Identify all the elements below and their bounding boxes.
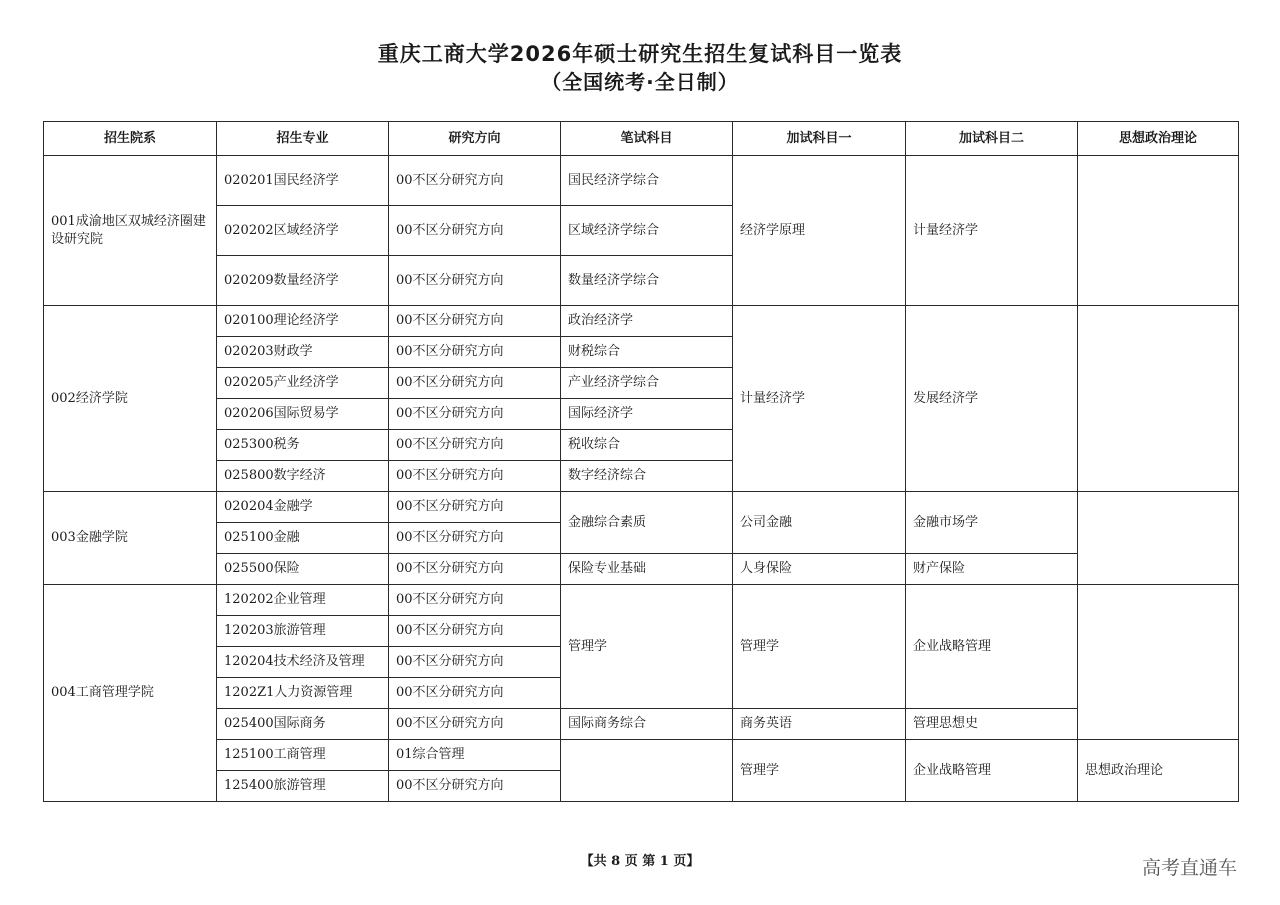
written-subject-cell: 税收综合 — [561, 430, 733, 461]
direction-cell: 00不区分研究方向 — [389, 337, 561, 368]
page-subtitle: （全国统考·全日制） — [541, 70, 739, 94]
header-extra-subject-1: 加试科目一 — [733, 122, 906, 156]
written-subject-cell: 保险专业基础 — [561, 554, 733, 585]
header-department: 招生院系 — [44, 122, 217, 156]
major-cell: 020203财政学 — [217, 337, 389, 368]
direction-cell: 00不区分研究方向 — [389, 771, 561, 802]
written-subject-cell: 国际经济学 — [561, 399, 733, 430]
extra-subject-2-cell: 企业战略管理 — [906, 585, 1078, 709]
extra-subject-1-cell: 公司金融 — [733, 492, 906, 554]
table-row — [44, 156, 1239, 206]
watermark: 高考直通车 — [1142, 857, 1238, 879]
direction-cell: 00不区分研究方向 — [389, 585, 561, 616]
direction-cell: 00不区分研究方向 — [389, 399, 561, 430]
written-subject-cell: 国际商务综合 — [561, 709, 733, 740]
table-row — [44, 492, 1239, 523]
extra-subject-2-cell: 金融市场学 — [906, 492, 1078, 554]
header-major: 招生专业 — [217, 122, 389, 156]
written-subject-cell: 管理学 — [561, 585, 733, 709]
major-cell: 1202Z1人力资源管理 — [217, 678, 389, 709]
direction-cell: 00不区分研究方向 — [389, 616, 561, 647]
politics-cell — [1078, 585, 1239, 740]
major-cell: 020209数量经济学 — [217, 256, 389, 306]
politics-cell — [1078, 156, 1239, 306]
direction-cell: 00不区分研究方向 — [389, 647, 561, 678]
major-cell: 120204技术经济及管理 — [217, 647, 389, 678]
major-cell: 020205产业经济学 — [217, 368, 389, 399]
major-cell: 120203旅游管理 — [217, 616, 389, 647]
written-subject-cell: 金融综合素质 — [561, 492, 733, 554]
politics-cell — [1078, 306, 1239, 492]
major-cell: 025500保险 — [217, 554, 389, 585]
department-cell: 003金融学院 — [44, 492, 217, 585]
extra-subject-2-cell: 发展经济学 — [906, 306, 1078, 492]
extra-subject-1-cell: 计量经济学 — [733, 306, 906, 492]
direction-cell: 00不区分研究方向 — [389, 678, 561, 709]
major-cell: 025400国际商务 — [217, 709, 389, 740]
direction-cell: 00不区分研究方向 — [389, 492, 561, 523]
direction-cell: 00不区分研究方向 — [389, 206, 561, 256]
table-row — [44, 585, 1239, 616]
politics-cell — [1078, 492, 1239, 585]
table-row — [44, 306, 1239, 337]
major-cell: 020100理论经济学 — [217, 306, 389, 337]
major-cell: 020202区域经济学 — [217, 206, 389, 256]
extra-subject-2-cell: 管理思想史 — [906, 709, 1078, 740]
extra-subject-2-cell: 企业战略管理 — [906, 740, 1078, 802]
table-row — [44, 709, 1239, 740]
direction-cell: 00不区分研究方向 — [389, 461, 561, 492]
major-cell: 120202企业管理 — [217, 585, 389, 616]
direction-cell: 01综合管理 — [389, 740, 561, 771]
written-subject-cell: 政治经济学 — [561, 306, 733, 337]
direction-cell: 00不区分研究方向 — [389, 156, 561, 206]
header-written-subject: 笔试科目 — [561, 122, 733, 156]
major-cell: 125400旅游管理 — [217, 771, 389, 802]
table-row — [44, 554, 1239, 585]
written-subject-cell: 数字经济综合 — [561, 461, 733, 492]
written-subject-cell: 财税综合 — [561, 337, 733, 368]
major-cell: 020206国际贸易学 — [217, 399, 389, 430]
department-cell: 001成渝地区双城经济圈建设研究院 — [44, 156, 217, 306]
table-row — [44, 740, 1239, 771]
header-politics: 思想政治理论 — [1078, 122, 1239, 156]
department-cell: 002经济学院 — [44, 306, 217, 492]
politics-cell: 思想政治理论 — [1078, 740, 1239, 802]
major-cell: 025800数字经济 — [217, 461, 389, 492]
subjects-table — [43, 121, 1239, 802]
written-subject-cell — [561, 740, 733, 802]
written-subject-cell: 国民经济学综合 — [561, 156, 733, 206]
major-cell: 025300税务 — [217, 430, 389, 461]
page-title: 重庆工商大学2026年硕士研究生招生复试科目一览表 — [377, 42, 903, 66]
major-cell: 025100金融 — [217, 523, 389, 554]
direction-cell: 00不区分研究方向 — [389, 523, 561, 554]
written-subject-cell: 数量经济学综合 — [561, 256, 733, 306]
department-cell: 004工商管理学院 — [44, 585, 217, 802]
major-cell: 125100工商管理 — [217, 740, 389, 771]
written-subject-cell: 区域经济学综合 — [561, 206, 733, 256]
header-extra-subject-2: 加试科目二 — [906, 122, 1078, 156]
extra-subject-1-cell: 商务英语 — [733, 709, 906, 740]
direction-cell: 00不区分研究方向 — [389, 256, 561, 306]
extra-subject-2-cell: 计量经济学 — [906, 156, 1078, 306]
direction-cell: 00不区分研究方向 — [389, 709, 561, 740]
extra-subject-1-cell: 管理学 — [733, 585, 906, 709]
direction-cell: 00不区分研究方向 — [389, 306, 561, 337]
extra-subject-1-cell: 管理学 — [733, 740, 906, 802]
direction-cell: 00不区分研究方向 — [389, 554, 561, 585]
extra-subject-1-cell: 经济学原理 — [733, 156, 906, 306]
page-indicator: 【共 8 页 第 1 页】 — [580, 854, 700, 869]
major-cell: 020204金融学 — [217, 492, 389, 523]
table-header-row — [44, 122, 1239, 156]
major-cell: 020201国民经济学 — [217, 156, 389, 206]
extra-subject-1-cell: 人身保险 — [733, 554, 906, 585]
header-direction: 研究方向 — [389, 122, 561, 156]
extra-subject-2-cell: 财产保险 — [906, 554, 1078, 585]
written-subject-cell: 产业经济学综合 — [561, 368, 733, 399]
direction-cell: 00不区分研究方向 — [389, 368, 561, 399]
direction-cell: 00不区分研究方向 — [389, 430, 561, 461]
